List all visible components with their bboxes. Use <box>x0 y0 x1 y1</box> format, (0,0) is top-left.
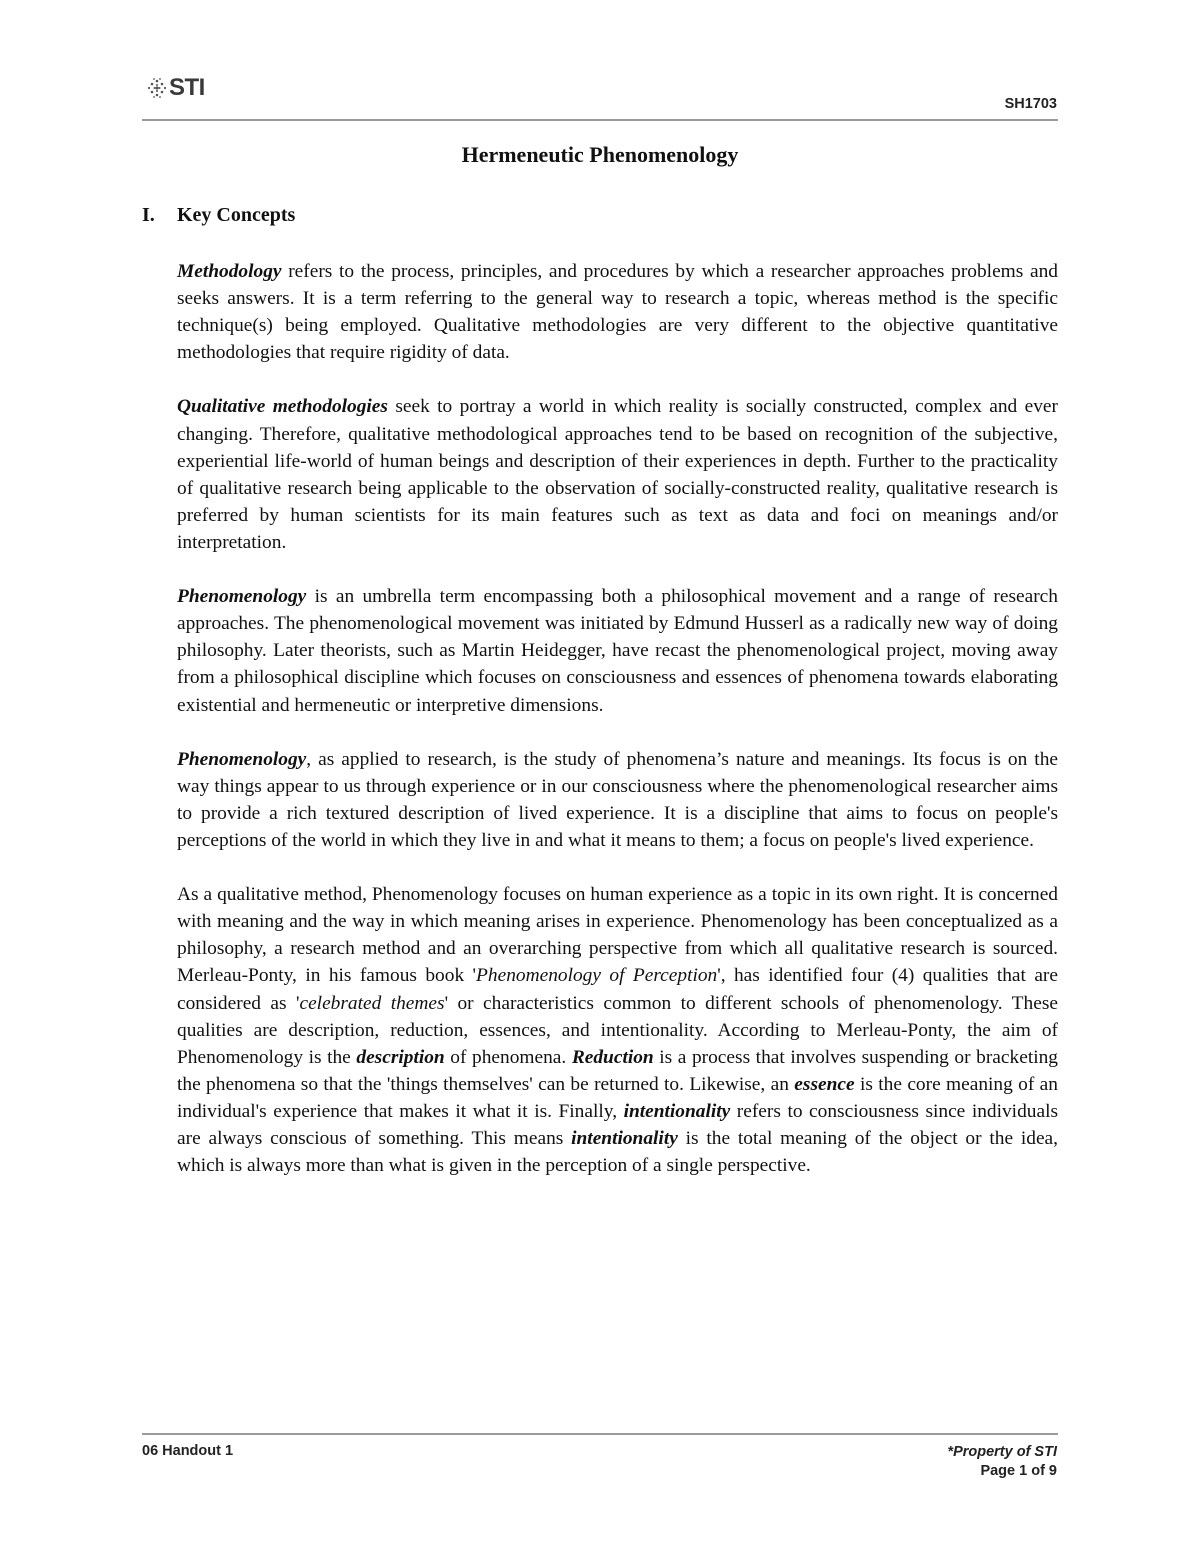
paragraph-qualitative-method <box>177 881 1058 1179</box>
paragraph-text: refers to the process, principles, and procedures by which a researcher approaches problems and seeks answers. It is a term referring to the general way to research a topic, whereas method is the specific technique(s) being employed. Qualitative methodologies are very different to the objective quantitative methodologies that require rigidity of data. <box>177 261 1058 364</box>
term-intentionality: intentionality <box>571 1128 678 1149</box>
header-divider <box>142 119 1058 121</box>
property-notice: *Property of STI <box>947 1444 1057 1460</box>
paragraph-phenomenology-research <box>177 746 1058 854</box>
paragraph-methodology <box>177 258 1058 366</box>
footer-right <box>947 1443 1057 1481</box>
section-heading <box>142 204 295 227</box>
paragraph-text: is the core meaning of an individual's experience that makes it what it is. Finally, <box>177 1073 1058 1122</box>
paragraph-text: As a qualitative method, Phenomenology focuses on human experience as a topic in its own right. It is concerned with meaning and the way in which meaning arises in experience. Phenomenology has been conceptualized as a philosophy, a research method and an overarching perspective from which all qualitative research is sourced. Merleau-Ponty, in his famous book ' <box>177 884 1058 987</box>
logo-text: STI <box>169 74 205 101</box>
sti-logo <box>146 74 205 102</box>
page-number: Page 1 of 9 <box>980 1463 1057 1479</box>
footer-divider <box>142 1433 1058 1435</box>
paragraph-text: ', has identified four (4) qualities that are considered as ' <box>177 965 1058 1014</box>
paragraph-text: is a process that involves suspending or bracketing the phenomena so that the 'things themselves' can be returned to. Likewise, an <box>177 1046 1058 1095</box>
paragraph-text: is the total meaning of the object or the idea, which is always more than what is given in the perception of a single perspective. <box>177 1128 1059 1177</box>
paragraph-text: refers to consciousness since individuals are always conscious of something. This means <box>177 1100 1058 1149</box>
paragraph-qualitative-methodologies <box>177 393 1058 556</box>
paragraph-text: , as applied to research, is the study of phenomena’s nature and meanings. Its focus is on the way things appear to us through experience or in our consciousness where the phenomenological researcher aims to provide a rich textured description of lived experience. It is a discipline that aims to focus on people's perceptions of the world in which they live in and what it means to them; a focus on people's lived experience. <box>177 748 1058 851</box>
paragraph-phenomenology-umbrella <box>177 583 1058 718</box>
term-phenomenology: Phenomenology <box>177 586 307 608</box>
document-body <box>177 258 1058 1179</box>
paragraph-text: ' or characteristics common to different schools of phenomenology. These qualities are description, reduction, essences, and intentionality. According to Merleau-Ponty, the aim of Phenomenology is the <box>177 992 1058 1068</box>
paragraph-text: seek to portray a world in which reality is socially constructed, complex and ever changing. Therefore, qualitative methodological approaches tend to be based on recognition of the subjective, experiential life-world of human beings and description of their experiences in depth. Further to the practicality of qualitative research being applicable to the observation of socially-constructed reality, qualitative research is preferred by human scientists for its main features such as text as data and foci on meanings and/or interpretation. <box>177 396 1058 553</box>
term-description: description <box>356 1046 445 1068</box>
celebrated-themes: celebrated themes <box>299 992 445 1014</box>
paragraph-text: is an umbrella term encompassing both a philosophical movement and a range of research approaches. The phenomenological movement was initiated by Edmund Husserl as a radically new way of doing philosophy. Later theorists, such as Martin Heidegger, have recast the phenomenological project, moving away from a philosophical discipline which focuses on consciousness and essences of phenomena towards elaborating existential and hermeneutic or interpretive dimensions. <box>177 586 1058 716</box>
section-title: Key Concepts <box>177 204 296 226</box>
term-phenomenology: Phenomenology <box>177 748 307 770</box>
term-reduction: Reduction <box>571 1046 654 1068</box>
paragraph-text: of phenomena. <box>444 1046 572 1068</box>
book-title: Phenomenology of Perception <box>476 965 718 987</box>
handout-label: 06 Handout 1 <box>142 1443 234 1459</box>
term-essence: essence <box>794 1073 855 1095</box>
section-number: I. <box>142 204 155 226</box>
term-qualitative-methodologies: Qualitative methodologies <box>177 396 388 418</box>
page-title: Hermeneutic Phenomenology <box>461 142 739 167</box>
document-code: SH1703 <box>1004 96 1057 112</box>
term-methodology: Methodology <box>177 261 282 282</box>
globe-icon <box>146 76 168 100</box>
term-intentionality: intentionality <box>623 1100 731 1122</box>
